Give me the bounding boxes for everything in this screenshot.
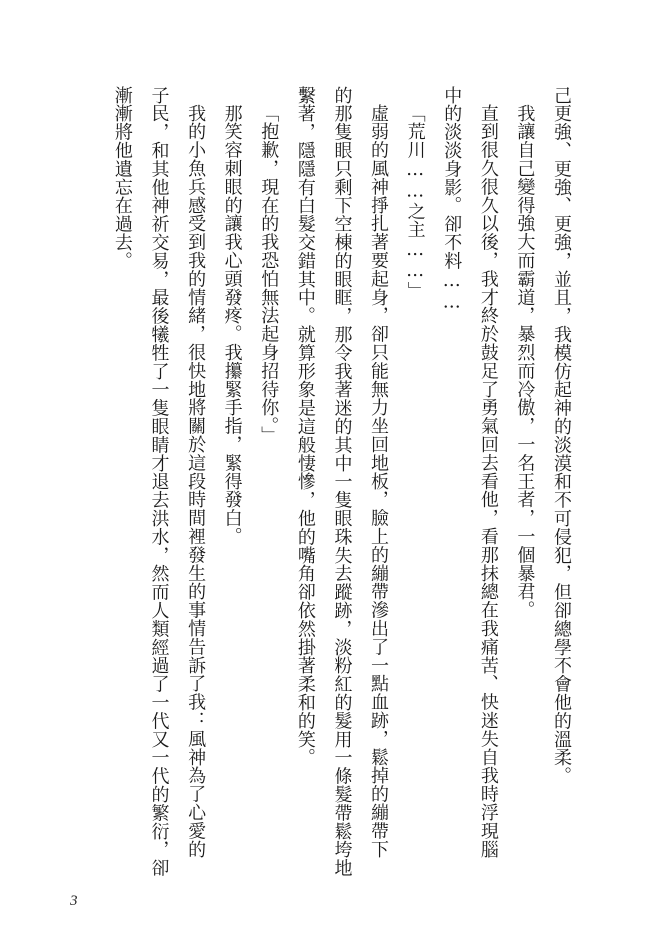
text-line: 己更強、更強、更強，並且，我模仿起神的淡漠和不可侵犯，但卻總學不會他的溫柔。 [551,86,572,786]
text-line: 中的淡淡身影。卻不料…… [441,86,463,313]
text-line: 「荒川……之主……」 [404,104,426,300]
text-line: 的那隻眼只剩下空棟的眼眶，那令我著迷的其中一隻眼珠失去蹤跡，淡粉紅的髮用一條髮帶鬆垮地 [331,86,353,878]
page-number: 3 [70,893,78,909]
vertical-text-body [103,86,579,876]
text-line: 「抱歉，現在的我恐怕無法起身招待你。」 [258,104,280,445]
text-line: 虛弱的風神掙扎著要起身，卻只能無力坐回地板，臉上的繃帶滲出了一點血跡，鬆掉的繃帶下 [368,104,390,859]
text-line: 繫著，隱隱有白髮交錯其中。就算形象是這般悽慘，他的嘴角卻依然掛著柔和的笑。 [294,86,316,767]
text-line: 子民，和其他神祈交易，最後犧牲了一隻眼睛才退去洪水，然而人類經過了一代又一代的繁衍，卻 [148,86,170,878]
text-line: 直到很久很久以後，我才終於鼓足了勇氣回去看他，看那抹總在我痛苦、快迷失自我時浮現腦 [477,104,499,859]
text-line: 我的小魚兵感受到我的情緒，很快地將關於這段時間裡發生的事情告訴了我：風神為了心愛的 [185,104,207,859]
text-line: 我讓自己變得強大而霸道，暴烈而冷傲，一名王者，一個暴君。 [514,104,536,620]
text-line: 那笑容刺眼的讓我心頭發疼。我攥緊手指，緊得發白。 [221,104,243,546]
text-line: 漸漸將他遺忘在過去。 [111,86,133,270]
